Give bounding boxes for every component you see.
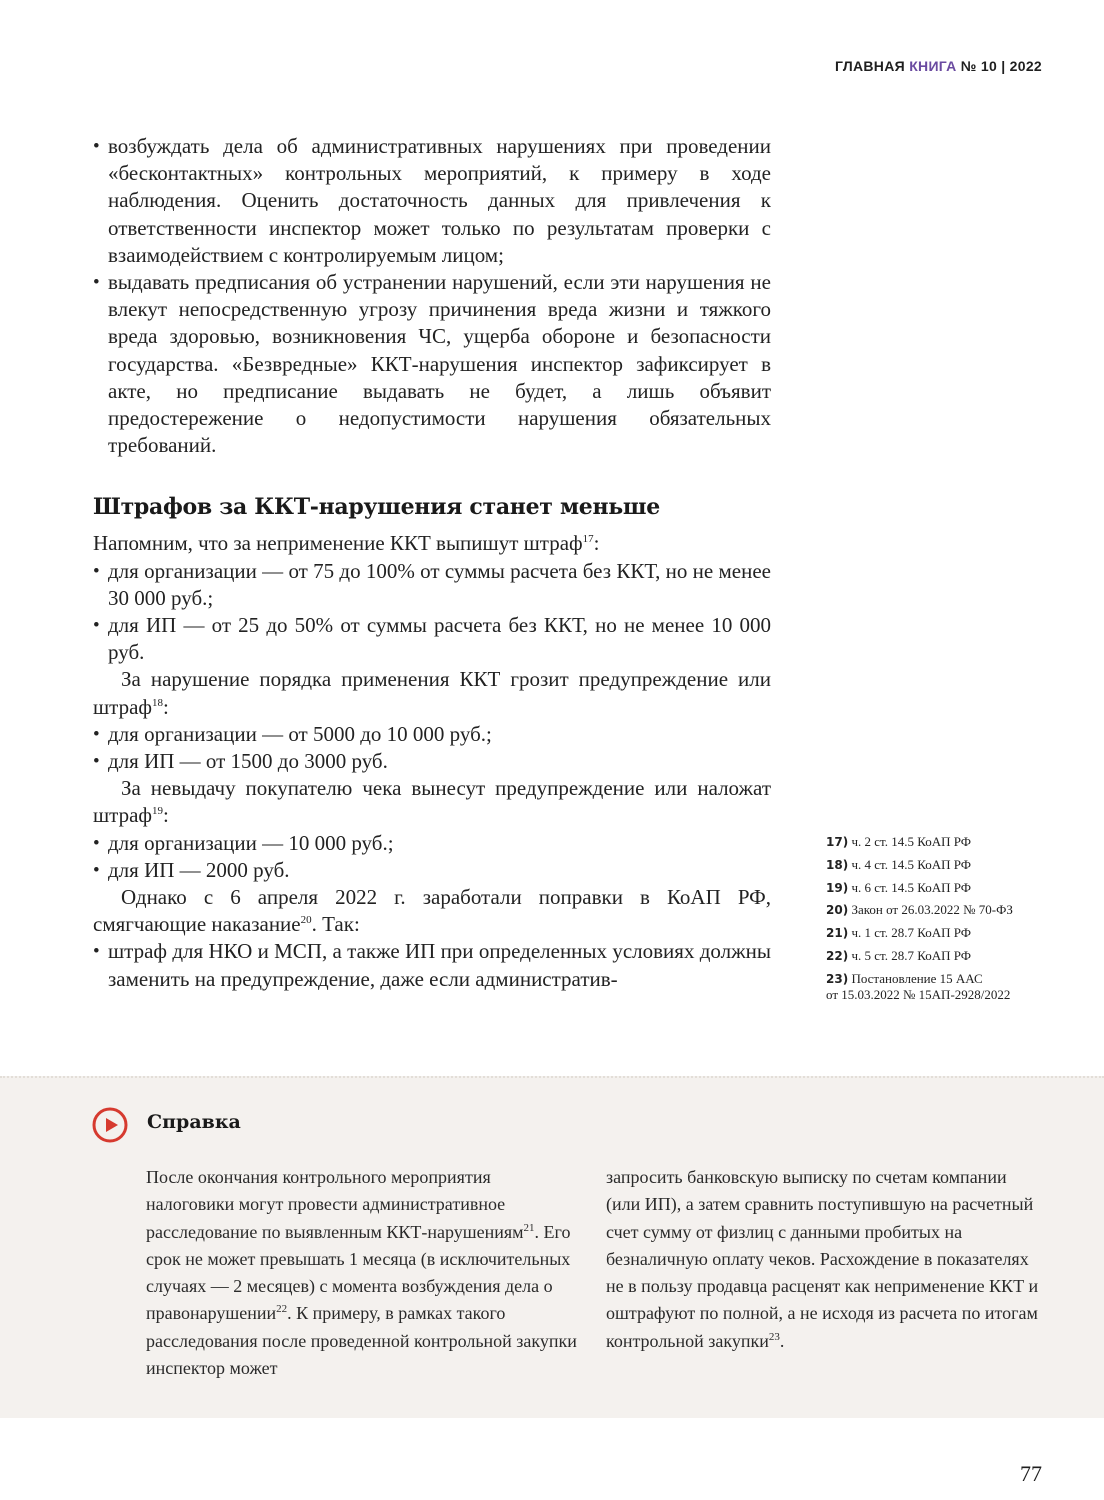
fines-list-3	[93, 830, 771, 884]
fines-list-2	[93, 721, 771, 775]
footnote: 18) ч. 4 ст. 14.5 КоАП РФ	[826, 856, 972, 872]
note-column-2: запросить банковскую выписку по счетам компании (или ИП), а затем сравнить поступившую на расчетный счет сумму от физлиц с данными пробитых на безналичную оплату чеков. Расхождение в показателях не в пользу продавца расценят как неприменение ККТ и оштрафуют по полной, а не исходя из расчета по итогам контрольной закупки$^{23}$.	[606, 1167, 1039, 1351]
note-column-1: После окончания контрольного мероприятия налоговики могут провести административное расследование по выявленным ККТ-нарушениям$^{21}$. Его срок не может превышать 1 месяца (в исключительных случаях — 2 месяцев) с момента возбуждения дела о правонарушении$^{22}$. К примеру, в рамках такого расследования после проведенной контрольной закупки инспектор может	[146, 1167, 577, 1379]
brand-name: ГЛАВНАЯ	[834, 58, 905, 74]
list-item: • штраф для НКО и МСП, а также ИП при определенных условиях должны заменить на предупреждение, даже если административ-	[93, 938, 771, 992]
fines-list-1	[93, 558, 771, 667]
issue-number: № 10 | 2022	[960, 58, 1042, 74]
brand-accent: КНИГА	[909, 58, 957, 74]
paragraph: За невыдачу покупателю чека вынесут предупреждение или наложат штраф$^{19}$:	[93, 776, 771, 828]
paragraph: Однако с 6 апреля 2022 г. заработали поправки в КоАП РФ, смягчающие наказание$^{20}$. Так:	[93, 885, 771, 937]
list-item: • выдавать предписания об устранении нарушений, если эти нарушения не влекут непосредственную угрозу причинения вреда жизни и тяжкого вреда здоровью, возникновения ЧС, ущерба обороне и безопасности государства. «Безвредные» ККТ-нарушения инспектор зафиксирует в акте, но предписание выдавать не будет, а лишь объявит предостережение о недопустимости нарушения обязательных требований.	[93, 269, 771, 459]
list-item: • для организации — от 75 до 100% от суммы расчета без ККТ, но не менее 30 000 руб.;	[93, 558, 771, 612]
paragraph: За нарушение порядка применения ККТ грозит предупреждение или штраф$^{18}$:	[93, 667, 771, 719]
footnote-ref: 21	[523, 1221, 535, 1234]
footnote-ref: 17	[582, 533, 594, 546]
section-heading: Штрафов за ККТ-нарушения станет меньше	[93, 494, 660, 521]
reference-note-box	[0, 1076, 1104, 1418]
list-item: • возбуждать дела об административных нарушениях при проведении «бесконтактных» контрольных мероприятий, к примеру в ходе наблюдения. Оценить достаточность данных для привлечения к ответственности инспектор может только по результатам проверки с взаимодействием с контролируемым лицом;	[93, 133, 771, 269]
list-item: • для организации — 10 000 руб.;	[93, 830, 771, 857]
footnote-ref: 23	[768, 1330, 780, 1343]
footnote-ref: 20	[300, 914, 312, 927]
page-number: 77	[1020, 1461, 1042, 1486]
list-item: • для ИП — от 25 до 50% от суммы расчета без ККТ, но не менее 10 000 руб.	[93, 612, 771, 666]
article-body	[93, 133, 771, 993]
footnote: 21) ч. 1 ст. 28.7 КоАП РФ	[826, 925, 972, 941]
list-item: • для организации — от 5000 до 10 000 руб.;	[93, 721, 771, 748]
footnote-ref: 19	[152, 805, 164, 818]
footnote: 17) ч. 2 ст. 14.5 КоАП РФ	[826, 834, 972, 849]
note-title: Справка	[147, 1111, 241, 1133]
footnote: 22) ч. 5 ст. 28.7 КоАП РФ	[826, 947, 972, 963]
magazine-header	[835, 58, 1042, 74]
fines-list-4	[93, 938, 771, 992]
footnotes	[826, 831, 1066, 1003]
paragraph: Напомним, что за неприменение ККТ выпишут штраф$^{17}$:	[93, 531, 600, 556]
footnote-ref: 18	[152, 696, 164, 709]
play-circle-icon	[92, 1107, 128, 1143]
bullet-list-top	[93, 133, 771, 459]
footnote: 23) Постановление 15 ААС от 15.03.2022 № 15АП-2928/2022	[826, 970, 1011, 1002]
footnote: 19) ч. 6 ст. 14.5 КоАП РФ	[826, 879, 972, 895]
footnote-ref: 22	[276, 1303, 288, 1316]
footnote: 20) Закон от 26.03.2022 № 70-ФЗ	[826, 902, 1013, 918]
list-item: • для ИП — 2000 руб.	[93, 857, 771, 884]
list-item: • для ИП — от 1500 до 3000 руб.	[93, 748, 771, 775]
